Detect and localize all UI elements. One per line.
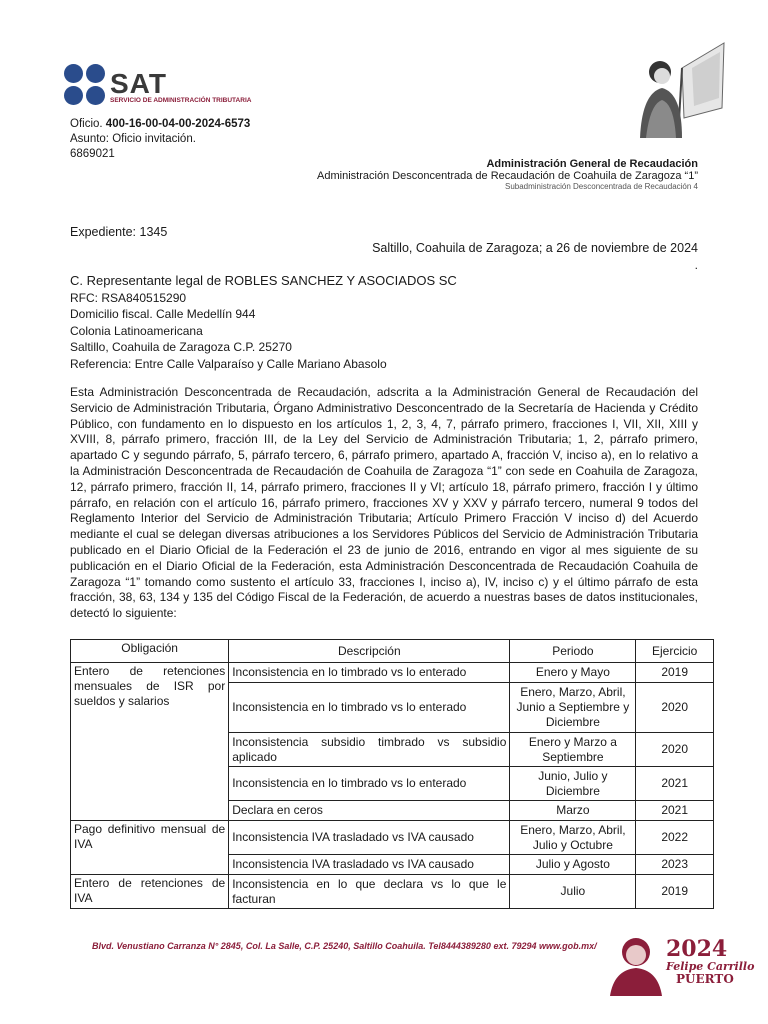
folio-line: 6869021 <box>70 148 115 160</box>
sat-logo-dots-icon <box>64 64 106 106</box>
footer-address: Blvd. Venustiano Carranza N° 2845, Col. La Salle, C.P. 25240, Saltillo Coahuila. Tel8444389280 ext. 79294 www.gob.mx/ <box>92 941 597 951</box>
description-cell: Inconsistencia en lo que declara vs lo que le facturan <box>229 875 510 909</box>
felipe-carrillo-portrait-icon <box>606 930 664 996</box>
oficio-block <box>70 117 250 162</box>
description-cell: Inconsistencia subsidio timbrado vs subsidio aplicado <box>229 733 510 767</box>
sat-logo-subtitle: SERVICIO DE ADMINISTRACIÓN TRIBUTARIA <box>110 97 252 104</box>
expediente: Expediente: 1345 <box>70 225 168 239</box>
addressee-block <box>70 273 457 372</box>
dot-mark: . <box>694 258 698 272</box>
footer-logo-surname: PUERTO <box>676 972 734 986</box>
year-cell: 2023 <box>636 855 714 875</box>
year-cell: 2019 <box>636 875 714 909</box>
addressee-reference: Referencia: Entre Calle Valparaíso y Calle Mariano Abasolo <box>70 356 387 371</box>
period-cell: Julio <box>510 875 636 909</box>
period-cell: Enero y Mayo <box>510 663 636 683</box>
table-header-row <box>71 640 714 663</box>
addressee-colonia: Colonia Latinoamericana <box>70 323 203 338</box>
obligations-table <box>70 639 714 909</box>
table-row <box>71 875 714 909</box>
period-cell: Enero, Marzo, Abril, Julio y Octubre <box>510 821 636 855</box>
addressee-rfc: RFC: RSA840515290 <box>70 290 187 305</box>
sat-logo-text: SAT <box>110 68 167 99</box>
description-cell: Inconsistencia IVA trasladado vs IVA causado <box>229 855 510 875</box>
period-cell: Enero, Marzo, Abril, Junio a Septiembre y Diciembre <box>510 683 636 733</box>
obligation-cell: Entero de retenciones de IVA <box>71 875 229 909</box>
table-row <box>71 663 714 683</box>
body-paragraph: Esta Administración Desconcentrada de Recaudación, adscrita a la Administración General de Recaudación del Servicio de Administración Tributaria, Órgano Administrativo Desconcentrado de la Secretaría de Hacienda y Crédito Público, con fundamento en lo dispuesto en los artículos 1, 2, 3, 4, 7, párrafo primero, fracciones I, VII, XII, XIII y XVIII, 8, párrafo primero, fracción III, de la Ley del Servicio de Administración Tributaria; 1, 2, párrafo primero, apartado C y segundo párrafo, 5, párrafo tercero, 6, párrafo primero, apartado A, fracción V, inciso a), en lo relativo a la Administración Desconcentrada de Recaudación de Coahuila de Zaragoza “1” con sede en Coahuila de Zaragoza, 12, párrafo primero, fracción II, 14, párrafo primero, fracciones II y VI; artículo 18, párrafo primero, fracción I y último párrafo, en relación con el artículo 16, párrafo primero, fracciones XV y XXV y párrafo tercero, numeral 9 todos del Reglamento Interior del Servicio de Administración Tributaria; Artículo Primero Fracción V inciso d) del Acuerdo mediante el cual se delegan diversas atribuciones a los Servidores Públicos del Servicio de Administración Tributaria publicado en el Diario Oficial de la Federación el 23 de junio de 2016, entrando en vigor al mes siguiente de su publicación en el Diario Oficial de la Federación, esta Administración Desconcentrada de Recaudación Coahuila de Zaragoza “1” tomando como sustento el artículo 33, fracciones I, inciso a), IV, inciso c) y el último párrafo de esta fracción, 38, 63, 134 y 135 del Código Fiscal de la Federación, de acuerdo a nuestras bases de datos institucionales, detectó lo siguiente: <box>70 385 698 621</box>
year-cell: 2021 <box>636 801 714 821</box>
year-cell: 2021 <box>636 767 714 801</box>
admin-title: Administración General de Recaudación <box>486 158 698 170</box>
period-cell: Marzo <box>510 801 636 821</box>
addressee-city: Saltillo, Coahuila de Zaragoza C.P. 25270 <box>70 340 292 354</box>
admin-block <box>317 158 698 191</box>
oficio-line <box>70 117 250 132</box>
obligation-cell: Entero de retenciones mensuales de ISR por sueldos y salarios <box>71 663 229 821</box>
obligation-cell: Pago definitivo mensual de IVA <box>71 821 229 875</box>
header-periodo: Periodo <box>510 640 636 663</box>
addressee-address: Domicilio fiscal. Calle Medellín 944 <box>70 307 256 321</box>
description-cell: Declara en ceros <box>229 801 510 821</box>
oficio-number: 400-16-00-04-00-2024-6573 <box>105 118 251 130</box>
asunto-line: Asunto: Oficio invitación. <box>70 133 196 145</box>
addressee-name: C. Representante legal de ROBLES SANCHEZ Y ASOCIADOS SC <box>70 273 457 288</box>
footer-logo <box>606 930 755 1000</box>
period-cell: Junio, Julio y Diciembre <box>510 767 636 801</box>
period-cell: Enero y Marzo a Septiembre <box>510 733 636 767</box>
oficio-label: Oficio. <box>70 118 103 130</box>
header-obligacion: Obligación <box>71 640 229 663</box>
year-cell: 2020 <box>636 733 714 767</box>
table-row <box>71 821 714 855</box>
admin-subtitle: Administración Desconcentrada de Recaudación de Coahuila de Zaragoza “1” <box>317 170 698 182</box>
description-cell: Inconsistencia en lo timbrado vs lo enterado <box>229 683 510 733</box>
heroine-flag-illustration-icon <box>632 38 727 138</box>
header-ejercicio: Ejercicio <box>636 640 714 663</box>
footer-logo-year: 2024 <box>666 936 728 962</box>
place-date: Saltillo, Coahuila de Zaragoza; a 26 de noviembre de 2024 <box>372 241 698 255</box>
admin-subtitle-2: Subadministración Desconcentrada de Recaudación 4 <box>504 182 698 191</box>
description-cell: Inconsistencia en lo timbrado vs lo enterado <box>229 663 510 683</box>
footer-logo-name: Felipe Carrillo <box>666 960 755 973</box>
year-cell: 2022 <box>636 821 714 855</box>
period-cell: Julio y Agosto <box>510 855 636 875</box>
year-cell: 2019 <box>636 663 714 683</box>
description-cell: Inconsistencia IVA trasladado vs IVA causado <box>229 821 510 855</box>
header-descripcion: Descripción <box>229 640 510 663</box>
year-cell: 2020 <box>636 683 714 733</box>
sat-logo <box>64 64 264 108</box>
description-cell: Inconsistencia en lo timbrado vs lo enterado <box>229 767 510 801</box>
